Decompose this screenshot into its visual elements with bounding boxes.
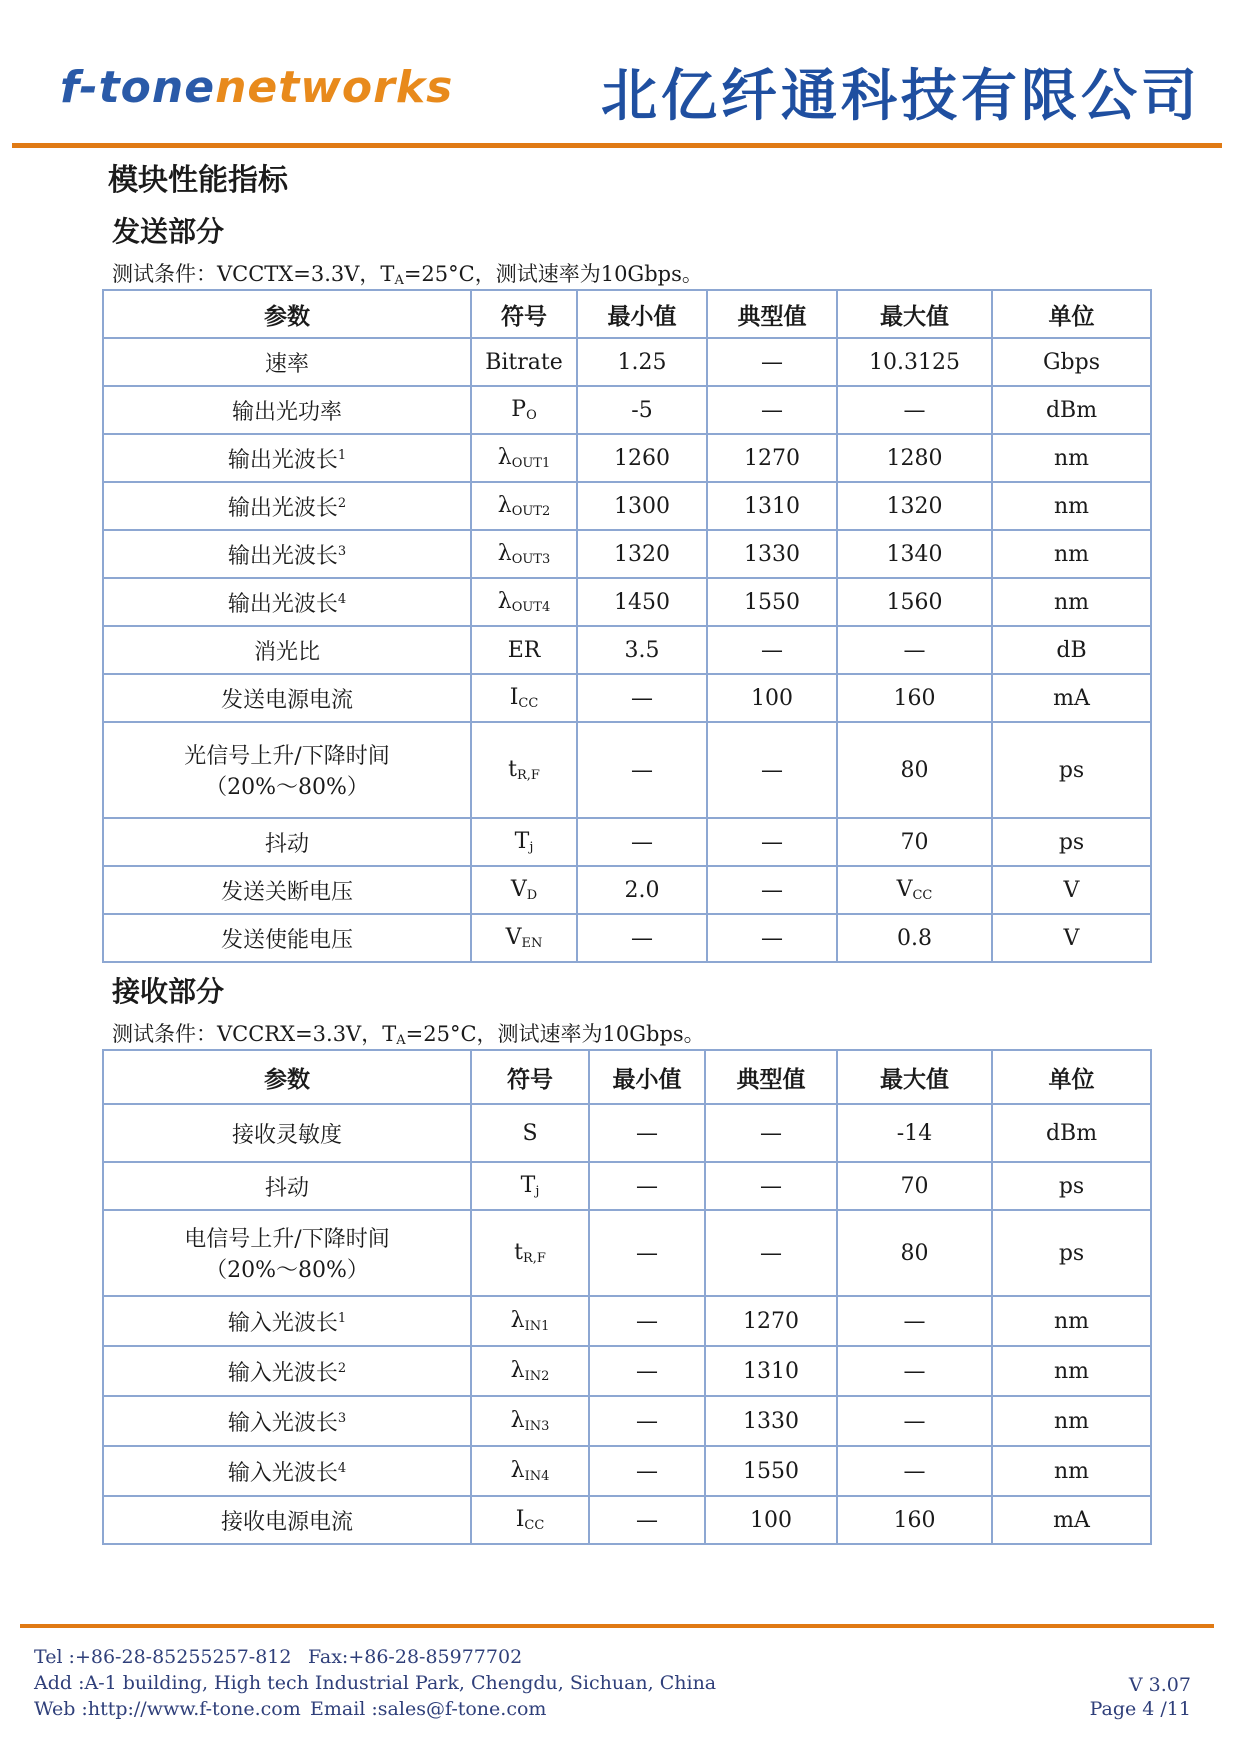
symbol-subscript: O xyxy=(526,408,537,423)
max-cell xyxy=(837,1104,992,1162)
typ-cell: 1310 xyxy=(705,1346,837,1396)
unit-cell: ps xyxy=(992,1210,1151,1296)
unit-cell: dBm xyxy=(992,1104,1151,1162)
symbol-subscript: IN1 xyxy=(524,1319,550,1334)
max-value: 160 xyxy=(893,685,936,711)
footer-email: Email :sales@f-tone.com xyxy=(310,1698,547,1720)
symbol: I xyxy=(515,1507,525,1532)
max-value: 10.3125 xyxy=(869,349,960,375)
symbol: T xyxy=(520,1173,536,1198)
param-cell xyxy=(103,626,471,674)
max-cell xyxy=(837,1496,992,1544)
unit-cell: dBm xyxy=(992,386,1151,434)
param-cell xyxy=(103,1396,471,1446)
param-cell xyxy=(103,1104,471,1162)
symbol-cell xyxy=(471,722,577,818)
footer-tel: Tel :+86-28-85255257-812 xyxy=(34,1646,292,1668)
symbol: λ xyxy=(510,1458,525,1483)
max-value: 70 xyxy=(900,1173,929,1199)
footer-web: Web :http://www.f-tone.com xyxy=(34,1698,301,1720)
symbol: λ xyxy=(497,589,512,614)
typ-cell: — xyxy=(707,626,837,674)
unit-cell: nm xyxy=(992,1396,1151,1446)
symbol-subscript: D xyxy=(526,888,538,903)
table-row xyxy=(103,386,1151,434)
column-header: 符号 xyxy=(471,290,577,338)
typ-cell: 1310 xyxy=(707,482,837,530)
min-cell: — xyxy=(589,1162,705,1210)
max-subscript: CC xyxy=(912,888,933,903)
column-header: 最大值 xyxy=(837,290,992,338)
min-cell: -5 xyxy=(577,386,707,434)
table-row xyxy=(103,866,1151,914)
symbol: λ xyxy=(497,445,512,470)
max-value: — xyxy=(903,637,926,663)
unit-cell: dB xyxy=(992,626,1151,674)
column-header: 单位 xyxy=(992,1050,1151,1104)
tx-section-title: 发送部分 xyxy=(112,215,225,248)
min-cell: — xyxy=(577,674,707,722)
symbol-cell xyxy=(471,1210,589,1296)
symbol-cell xyxy=(471,674,577,722)
symbol-cell xyxy=(471,530,577,578)
unit-cell: nm xyxy=(992,434,1151,482)
typ-cell: — xyxy=(705,1210,837,1296)
max-value: -14 xyxy=(896,1120,933,1146)
table-row xyxy=(103,626,1151,674)
column-header: 典型值 xyxy=(705,1050,837,1104)
symbol: V xyxy=(510,877,527,902)
symbol-subscript: j xyxy=(529,840,534,855)
logo-part-2: networks xyxy=(215,62,454,113)
unit-cell: mA xyxy=(992,1496,1151,1544)
param-name: 输出光波长 xyxy=(227,495,338,521)
symbol-subscript: OUT1 xyxy=(511,456,551,471)
symbol-subscript: OUT4 xyxy=(511,600,551,615)
typ-cell: 1330 xyxy=(707,530,837,578)
symbol-subscript: IN3 xyxy=(524,1419,550,1434)
max-value: — xyxy=(903,1458,926,1484)
param-cell xyxy=(103,1162,471,1210)
typ-cell: 1550 xyxy=(707,578,837,626)
min-cell: 2.0 xyxy=(577,866,707,914)
symbol-cell xyxy=(471,1446,589,1496)
param-name: 输出光波长 xyxy=(227,543,338,569)
param-cell xyxy=(103,1446,471,1496)
max-value: 80 xyxy=(900,757,929,783)
column-header: 参数 xyxy=(103,1050,471,1104)
typ-cell: — xyxy=(707,386,837,434)
min-cell: — xyxy=(589,1296,705,1346)
param-name: 发送关断电压 xyxy=(220,879,353,905)
max-cell xyxy=(837,386,992,434)
param-range: （20%～80%） xyxy=(205,1258,369,1283)
param-cell xyxy=(103,434,471,482)
typ-cell: — xyxy=(705,1162,837,1210)
max-value: — xyxy=(903,397,926,423)
unit-cell: ps xyxy=(992,722,1151,818)
param-footnote: 3 xyxy=(337,543,347,559)
typ-cell: 1550 xyxy=(705,1446,837,1496)
table-row xyxy=(103,818,1151,866)
param-name: 发送电源电流 xyxy=(220,687,353,713)
param-name: 输出光波长 xyxy=(227,447,338,473)
min-cell: 1.25 xyxy=(577,338,707,386)
max-value: 70 xyxy=(900,829,929,855)
header-divider xyxy=(12,143,1222,148)
min-cell: — xyxy=(577,914,707,962)
max-value: 1560 xyxy=(886,589,943,615)
table-row xyxy=(103,1162,1151,1210)
param-cell xyxy=(103,386,471,434)
min-cell: — xyxy=(589,1346,705,1396)
max-value: — xyxy=(903,1408,926,1434)
param-name: 抖动 xyxy=(264,1175,309,1201)
max-cell xyxy=(837,1446,992,1496)
symbol: T xyxy=(514,829,530,854)
column-header: 最小值 xyxy=(589,1050,705,1104)
max-value: 160 xyxy=(893,1507,936,1533)
max-value: 1340 xyxy=(886,541,943,567)
column-header: 典型值 xyxy=(707,290,837,338)
symbol-cell xyxy=(471,1296,589,1346)
typ-cell: 1270 xyxy=(707,434,837,482)
param-cell xyxy=(103,1346,471,1396)
symbol-subscript: IN4 xyxy=(524,1469,550,1484)
max-value: V xyxy=(896,877,913,902)
symbol-cell xyxy=(471,1104,589,1162)
footer-address: Add :A-1 building, High tech Industrial Park, Chengdu, Sichuan, China xyxy=(34,1672,717,1694)
max-cell xyxy=(837,338,992,386)
max-cell xyxy=(837,1346,992,1396)
unit-cell: ps xyxy=(992,1162,1151,1210)
min-cell: — xyxy=(589,1396,705,1446)
unit-cell: V xyxy=(992,866,1151,914)
max-cell xyxy=(837,1210,992,1296)
typ-cell: — xyxy=(707,722,837,818)
tx-test-condition: 测试条件：VCCTX=3.3V，$T_A=25^\circ C$，测试速率为10Gbps。 xyxy=(112,262,703,288)
symbol-subscript: OUT2 xyxy=(511,504,551,519)
max-cell xyxy=(837,1296,992,1346)
min-cell: — xyxy=(589,1104,705,1162)
symbol-cell xyxy=(471,626,577,674)
max-value: 0.8 xyxy=(897,925,932,951)
column-header: 最小值 xyxy=(577,290,707,338)
column-header: 参数 xyxy=(103,290,471,338)
unit-cell: nm xyxy=(992,1346,1151,1396)
param-range: （20%～80%） xyxy=(205,775,369,800)
param-name: 输入光波长 xyxy=(227,1360,338,1386)
param-footnote: 4 xyxy=(337,1460,347,1476)
footer-fax: Fax:+86-28-85977702 xyxy=(308,1646,523,1668)
symbol: λ xyxy=(510,1308,525,1333)
min-cell: 1320 xyxy=(577,530,707,578)
symbol: λ xyxy=(497,541,512,566)
symbol: P xyxy=(511,397,527,422)
unit-cell: nm xyxy=(992,1296,1151,1346)
symbol-subscript: R,F xyxy=(516,768,540,783)
param-name: 输入光波长 xyxy=(227,1310,338,1336)
param-name: 输出光波长 xyxy=(227,591,338,617)
symbol-subscript: IN2 xyxy=(524,1369,550,1384)
tx-spec-table xyxy=(102,289,1152,963)
table-row xyxy=(103,578,1151,626)
symbol-cell xyxy=(471,338,577,386)
unit-cell: nm xyxy=(992,1446,1151,1496)
max-value: 1280 xyxy=(886,445,943,471)
max-cell xyxy=(837,482,992,530)
symbol: I xyxy=(509,685,519,710)
logo-part-1: f-tone xyxy=(60,62,216,113)
typ-cell: — xyxy=(707,338,837,386)
symbol-cell xyxy=(471,578,577,626)
max-cell xyxy=(837,914,992,962)
symbol: t xyxy=(514,1240,523,1265)
max-cell xyxy=(837,1162,992,1210)
min-cell: — xyxy=(589,1210,705,1296)
max-cell xyxy=(837,434,992,482)
unit-cell: nm xyxy=(992,482,1151,530)
symbol-subscript: CC xyxy=(518,696,539,711)
table-row xyxy=(103,338,1151,386)
column-header: 最大值 xyxy=(837,1050,992,1104)
param-footnote: 2 xyxy=(337,1360,347,1376)
max-cell xyxy=(837,818,992,866)
symbol: S xyxy=(522,1120,538,1146)
typ-cell: 1330 xyxy=(705,1396,837,1446)
symbol: Bitrate xyxy=(485,349,563,375)
symbol-cell xyxy=(471,866,577,914)
param-cell xyxy=(103,482,471,530)
table-row xyxy=(103,1396,1151,1446)
symbol-cell xyxy=(471,1162,589,1210)
param-footnote: 1 xyxy=(337,1310,347,1326)
param-name: 光信号上升/下降时间 xyxy=(184,744,390,769)
table-header-row xyxy=(103,290,1151,338)
symbol-subscript: EN xyxy=(521,936,543,951)
max-cell xyxy=(837,578,992,626)
table-row xyxy=(103,1104,1151,1162)
max-cell xyxy=(837,1396,992,1446)
max-cell xyxy=(837,866,992,914)
min-cell: 1260 xyxy=(577,434,707,482)
min-cell: — xyxy=(577,722,707,818)
symbol-cell xyxy=(471,818,577,866)
table-row xyxy=(103,914,1151,962)
table-row xyxy=(103,722,1151,818)
symbol-subscript: j xyxy=(535,1184,540,1199)
table-row xyxy=(103,674,1151,722)
param-name: 消光比 xyxy=(253,639,320,665)
symbol-cell xyxy=(471,914,577,962)
param-cell xyxy=(103,914,471,962)
symbol-cell xyxy=(471,1496,589,1544)
unit-cell: nm xyxy=(992,530,1151,578)
min-cell: 1300 xyxy=(577,482,707,530)
table-row xyxy=(103,1346,1151,1396)
param-cell xyxy=(103,818,471,866)
table-row xyxy=(103,1446,1151,1496)
symbol: λ xyxy=(510,1358,525,1383)
param-cell xyxy=(103,1496,471,1544)
param-cell xyxy=(103,866,471,914)
max-value: 1320 xyxy=(886,493,943,519)
max-cell xyxy=(837,626,992,674)
typ-cell: 1270 xyxy=(705,1296,837,1346)
symbol-cell xyxy=(471,434,577,482)
min-cell: 3.5 xyxy=(577,626,707,674)
param-name: 接收电源电流 xyxy=(220,1509,353,1535)
rx-section-title: 接收部分 xyxy=(112,975,225,1008)
symbol-subscript: OUT3 xyxy=(511,552,551,567)
unit-cell: V xyxy=(992,914,1151,962)
rx-test-condition: 测试条件：VCCRX=3.3V，$T_A=25^\circ C$，测试速率为10Gbps。 xyxy=(112,1022,705,1048)
table-header-row xyxy=(103,1050,1151,1104)
max-value: — xyxy=(903,1358,926,1384)
symbol-cell xyxy=(471,482,577,530)
typ-cell: — xyxy=(707,914,837,962)
param-name: 抖动 xyxy=(264,831,309,857)
company-logo xyxy=(60,62,453,113)
symbol: λ xyxy=(497,493,512,518)
footer-page-number: Page 4 /11 xyxy=(1089,1698,1191,1720)
param-cell xyxy=(103,722,471,818)
symbol: ER xyxy=(507,637,541,663)
param-name: 电信号上升/下降时间 xyxy=(184,1227,390,1252)
max-cell xyxy=(837,530,992,578)
symbol-subscript: R,F xyxy=(522,1251,546,1266)
param-cell xyxy=(103,1210,471,1296)
max-value: — xyxy=(903,1308,926,1334)
param-cell xyxy=(103,338,471,386)
param-cell xyxy=(103,578,471,626)
min-cell: 1450 xyxy=(577,578,707,626)
param-name: 输入光波长 xyxy=(227,1460,338,1486)
param-name: 发送使能电压 xyxy=(220,927,353,953)
param-footnote: 2 xyxy=(337,495,347,511)
table-row xyxy=(103,1496,1151,1544)
symbol-cell xyxy=(471,1346,589,1396)
column-header: 符号 xyxy=(471,1050,589,1104)
param-name: 接收灵敏度 xyxy=(231,1122,342,1148)
symbol-cell xyxy=(471,386,577,434)
table-row xyxy=(103,482,1151,530)
param-footnote: 3 xyxy=(337,1410,347,1426)
table-row xyxy=(103,434,1151,482)
symbol: t xyxy=(508,757,517,782)
min-cell: — xyxy=(589,1446,705,1496)
param-cell xyxy=(103,1296,471,1346)
unit-cell: nm xyxy=(992,578,1151,626)
param-name: 速率 xyxy=(264,351,309,377)
min-cell: — xyxy=(589,1496,705,1544)
symbol: V xyxy=(505,925,522,950)
typ-cell: — xyxy=(705,1104,837,1162)
param-cell xyxy=(103,674,471,722)
symbol-subscript: CC xyxy=(524,1518,545,1533)
table-row xyxy=(103,1210,1151,1296)
unit-cell: mA xyxy=(992,674,1151,722)
table-row xyxy=(103,1296,1151,1346)
param-name: 输入光波长 xyxy=(227,1410,338,1436)
unit-cell: ps xyxy=(992,818,1151,866)
symbol: λ xyxy=(510,1408,525,1433)
param-footnote: 1 xyxy=(337,447,347,463)
typ-cell: — xyxy=(707,866,837,914)
symbol-cell xyxy=(471,1396,589,1446)
param-name: 输出光功率 xyxy=(231,399,342,425)
param-cell xyxy=(103,530,471,578)
min-cell: — xyxy=(577,818,707,866)
max-cell xyxy=(837,722,992,818)
typ-cell: 100 xyxy=(705,1496,837,1544)
footer-divider xyxy=(20,1624,1214,1628)
column-header: 单位 xyxy=(992,290,1151,338)
max-value: 80 xyxy=(900,1240,929,1266)
rx-spec-table xyxy=(102,1049,1152,1545)
max-cell xyxy=(837,674,992,722)
unit-cell: Gbps xyxy=(992,338,1151,386)
company-name: 北亿纤通科技有限公司 xyxy=(601,64,1201,129)
table-row xyxy=(103,530,1151,578)
param-footnote: 4 xyxy=(337,591,347,607)
typ-cell: 100 xyxy=(707,674,837,722)
typ-cell: — xyxy=(707,818,837,866)
page-title: 模块性能指标 xyxy=(108,163,288,198)
footer-version: V 3.07 xyxy=(1128,1674,1191,1696)
